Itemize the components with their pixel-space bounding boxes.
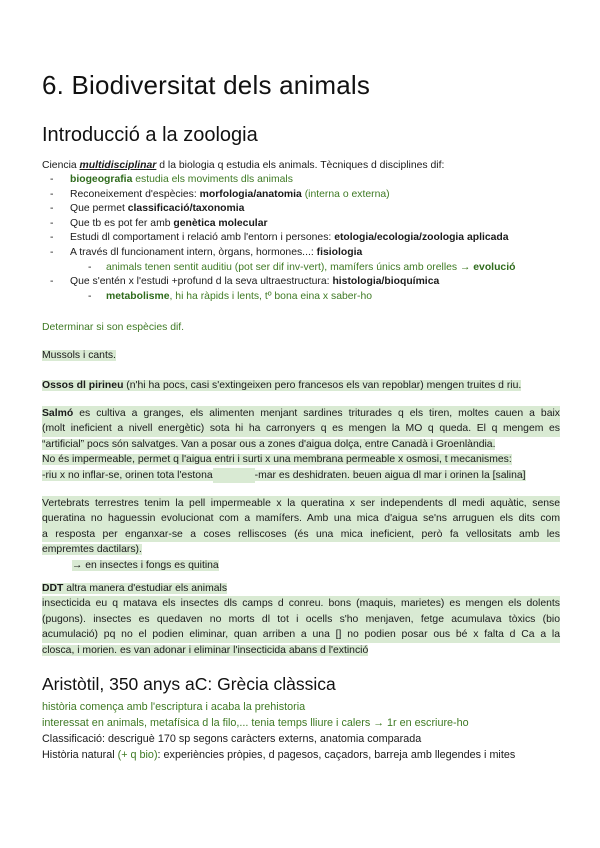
multidisciplinar-term: multidisciplinar <box>79 160 157 171</box>
vertebrats-paragraph: Vertebrats terrestres tenim la pell impermeable x la queratina x ser independents dl medi aquàtic, sense queratina no haguessin evolucionat com a mamífers. Amb una mica d'aigua se'ns arruguen els dits com a resposta per enganxar-se a coses relliscoses (és una mica ineficient, però fa vellositats amb les empremtes dactilars). → en insectes i fongs es quitina <box>42 498 560 571</box>
mussols-line: Mussols i cants. <box>42 350 116 361</box>
list-item: - Que tb es pot fer amb genètica molecular <box>50 217 268 229</box>
salmo-paragraph: Salmó es cultiva a granges, els alimenten menjant sardines triturades q els tiren, moltes cauen a baix (molt ineficient a nivell energètic) sota hi ha carronyers q es mengen la MO q queda. El q mengem es “artificial” pocs són salvatges. Van a posar ous a zones d'aigua dolça, entre Canadà i Groenlàndia. No és impermeable, permet q l'aigua entri i surti x una membrana permeable x osmosi, t mecanismes: -riu x no inflar-se, orinen tota l'estona -mar es deshidraten. beuen aigua dl mar i orinen la [salina] <box>42 406 560 483</box>
list-item: - Estudi dl comportament i relació amb l'entorn i persones: etologia/ecologia/zoologia aplicada <box>50 232 509 244</box>
list-item: - biogeografia estudia els moviments dls animals <box>50 174 293 185</box>
disciplines-list <box>42 173 515 304</box>
aristotil-line-1: història comença amb l'escriptura i acaba la prehistoria <box>42 701 306 713</box>
page-title: 6. Biodiversitat dels animals <box>42 70 371 100</box>
list-item: - Que s'entén x l'estudi +profund d la seva ultraestructura: histologia/bioquímica <box>50 276 440 288</box>
list-item: - Reconeixement d'espècies: morfologia/anatomia (interna o externa) <box>50 188 390 200</box>
list-item: - Que permet classificació/taxonomia <box>50 203 245 215</box>
list-item: - metabolisme, hi ha ràpids i lents, tº bona eina x saber-ho <box>88 290 373 302</box>
section-heading-zoologia: Introducció a la zoologia <box>42 124 258 146</box>
intro-line: Ciencia multidisciplinar d la biologia q estudia els animals. Tècniques d disciplines dif: <box>42 160 445 171</box>
aristotil-line-3: Classificació: descriguè 170 sp segons caràcters externs, anatomia comparada <box>42 733 422 745</box>
aristotil-line-4: Història natural (+ q bio): experiències pròpies, d pagesos, caçadors, barreja amb llegendes i mites <box>42 749 516 761</box>
ddt-paragraph: DDT altra manera d'estudiar els animals insecticida eu q matava els insectes dls camps d conreu. bons (maquis, marietes) es mengen els dolents (pugons). insectes es quedaven no morts dl tot i ocells s'ho menjaven, fetge acumulava tòxics (bio acumulació) pq no el podien eliminar, quan arriben a una [] no podien posar ous bé x falta d Ca a la closca, i morien. es van adonar i eliminar l'insecticida abans d l'extinció <box>42 583 560 656</box>
aristotil-line-2: interessat en animals, metafísica d la filo,... tenia temps lliure i calers → 1r en escriure-ho <box>42 717 469 729</box>
list-item: - A través dl funcionament intern, òrgans, hormones...: fisiologia <box>50 246 363 258</box>
section-heading-aristotil: Aristòtil, 350 anys aC: Grècia clàssica <box>42 674 336 694</box>
ossos-line: Ossos dl pirineu (n'hi ha pocs, casi s'extingeixen pero francesos els van repoblar) mengen truites d riu. <box>42 380 522 391</box>
list-item: - animals tenen sentit auditiu (pot ser dif inv-vert), mamífers únics amb orelles → evolució <box>88 261 516 273</box>
determinar-line: Determinar si son espècies dif. <box>42 322 185 333</box>
